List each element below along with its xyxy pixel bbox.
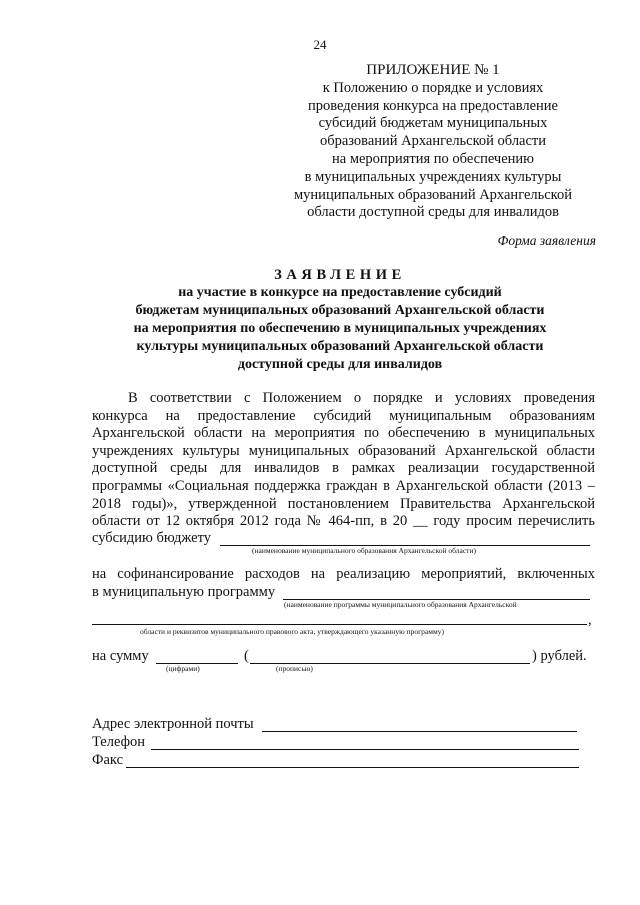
heading-line: на участие в конкурсе на предоставление субсидий: [178, 285, 502, 300]
appendix-header: [263, 62, 603, 222]
phone-field[interactable]: [151, 749, 579, 750]
document-title: ЗАЯВЛЕНИЕ: [274, 267, 406, 283]
application-body: [92, 390, 595, 531]
heading-line: доступной среды для инвалидов: [237, 357, 443, 372]
program-caption: (наименование программы муниципального образования Архангельской: [284, 600, 517, 609]
appendix-line: в муниципальных учреждениях культуры: [304, 168, 562, 185]
appendix-line: к Положению о порядке и условиях: [322, 79, 544, 96]
body-line: программы «Социальная поддержка граждан в Архангельской области (2013 –: [92, 477, 595, 494]
words-caption: (прописью): [276, 664, 313, 673]
heading-line: культуры муниципальных образований Архангельской области: [136, 339, 544, 354]
program-comma: ,: [588, 612, 592, 628]
phone-label: Телефон: [92, 734, 145, 750]
program-details-field[interactable]: [92, 624, 587, 625]
body-line: В соответствии с Положением о порядке и условиях проведения: [128, 390, 595, 406]
appendix-title: ПРИЛОЖЕНИЕ № 1: [366, 62, 500, 78]
document-heading: [30, 266, 640, 374]
heading-line: на мероприятия по обеспечению в муниципальных учреждениях: [133, 321, 547, 336]
email-label: Адрес электронной почты: [92, 716, 254, 732]
appendix-line: проведения конкурса на предоставление: [308, 97, 558, 114]
body-line: конкурса на предоставление субсидий муниципальным образованиям: [92, 407, 595, 424]
fax-field[interactable]: [126, 767, 579, 768]
appendix-line: образований Архангельской области: [319, 133, 547, 150]
sum-open-paren: (: [244, 648, 249, 664]
page-number: 24: [313, 37, 327, 52]
cofinance-line: на софинансирование расходов на реализацию мероприятий, включенных: [92, 566, 595, 582]
digits-caption: (цифрами): [166, 664, 200, 673]
email-field[interactable]: [262, 731, 577, 732]
subsidy-label: субсидию бюджету: [92, 530, 211, 546]
body-line: области от 12 октября 2012 года № 464-пп, в 20 __ году просим перечислить: [92, 513, 595, 530]
appendix-line: области доступной среды для инвалидов: [307, 204, 559, 221]
body-line: Архангельской области на мероприятия по обеспечению в муниципальных: [92, 425, 595, 442]
body-line: доступной среды для инвалидов в рамках реализации государственной: [92, 460, 595, 477]
fax-label: Факс: [92, 752, 124, 768]
form-type-label: Форма заявления: [497, 233, 596, 248]
program-label: в муниципальную программу: [92, 584, 276, 600]
municipality-caption: (наименование муниципального образования Архангельской области): [252, 546, 476, 555]
program-act-caption: области и реквизитов муниципального правового акта, утверждающего указанную программу): [140, 627, 444, 636]
heading-line: бюджетам муниципальных образований Архангельской области: [135, 303, 545, 318]
body-line: 2018 годы)», утвержденной постановлением Правительства Архангельской: [92, 495, 595, 512]
sum-currency: ) рублей.: [532, 648, 587, 664]
sum-label: на сумму: [92, 648, 149, 664]
body-line: учреждениях культуры муниципальных образований Архангельской области: [92, 442, 595, 459]
appendix-line: муниципальных образований Архангельской: [294, 186, 572, 203]
appendix-line: на мероприятия по обеспечению: [332, 150, 534, 167]
appendix-line: субсидий бюджетам муниципальных: [318, 115, 548, 132]
